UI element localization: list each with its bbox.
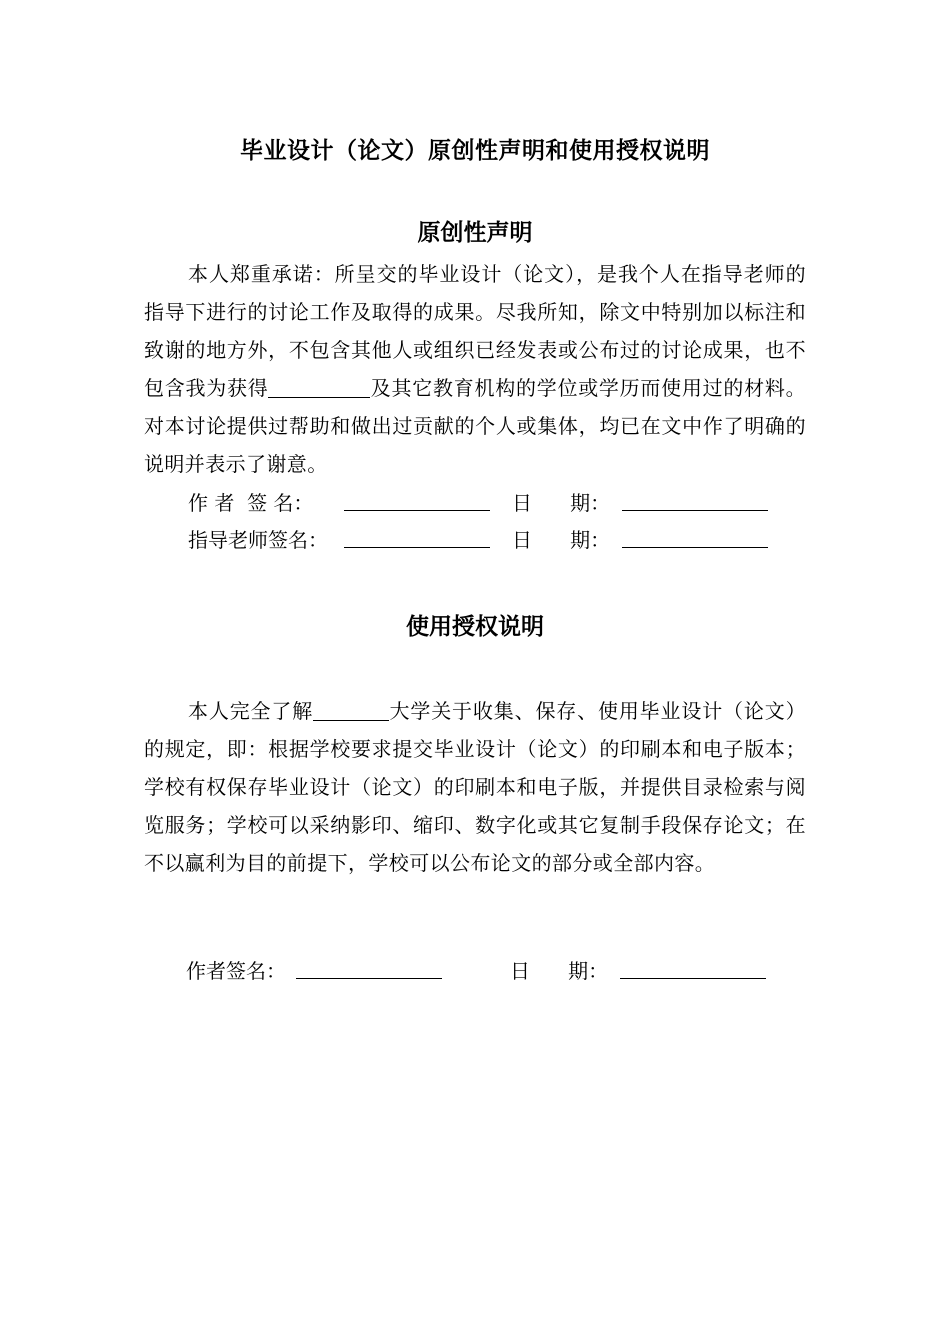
originality-text-part1: 本人郑重承诺：所呈交的毕业设计（论文），是我个人在指导老师的指导下进行的讨论工作及取得的成果。尽我所知，除文中特别加以标注和致谢的地方外，不包含其他人或组织已经发表或公布过的讨论成果，也不包含我为获得 [144,262,806,400]
authorization-signature-line [296,978,442,979]
university-blank-line [313,700,389,721]
author-signature-label: 作 者 签 名： [188,491,314,515]
authorization-date-label: 日 期： [510,959,609,983]
authorization-heading: 使用授权说明 [406,614,544,640]
document-title: 毕业设计（论文）原创性声明和使用授权说明 [240,138,710,164]
originality-text-part2: 及其它教育机构的学位或学历而使用过的材料。对本讨论提供过帮助和做出过贡献的个人或集体，均已在文中作了明确的说明并表示了谢意。 [144,376,806,476]
originality-heading: 原创性声明 [417,220,533,246]
degree-blank-line [268,377,370,398]
advisor-signature-row [188,525,788,555]
advisor-signature-line [344,547,490,548]
authorization-signature-label: 作者签名： [186,959,286,983]
advisor-date-line [622,547,768,548]
author-signature-line [344,510,490,511]
authorization-signature-row [186,956,806,986]
author-date-label: 日 期： [512,491,611,515]
author-signature-row [188,488,788,518]
authorization-text-part1: 本人完全了解 [188,699,314,723]
advisor-date-label: 日 期： [512,528,611,552]
originality-paragraph [144,255,806,483]
advisor-signature-label: 指导老师签名： [188,528,328,552]
authorization-paragraph [144,692,806,882]
author-date-line [622,510,768,511]
authorization-text-part2: 大学关于收集、保存、使用毕业设计（论文）的规定，即：根据学校要求提交毕业设计（论文）的印刷本和电子版本；学校有权保存毕业设计（论文）的印刷本和电子版，并提供目录检索与阅览服务；学校可以采纳影印、缩印、数字化或其它复制手段保存论文；在不以赢利为目的前提下，学校可以公布论文的部分或全部内容。 [144,699,806,875]
authorization-date-line [620,978,766,979]
